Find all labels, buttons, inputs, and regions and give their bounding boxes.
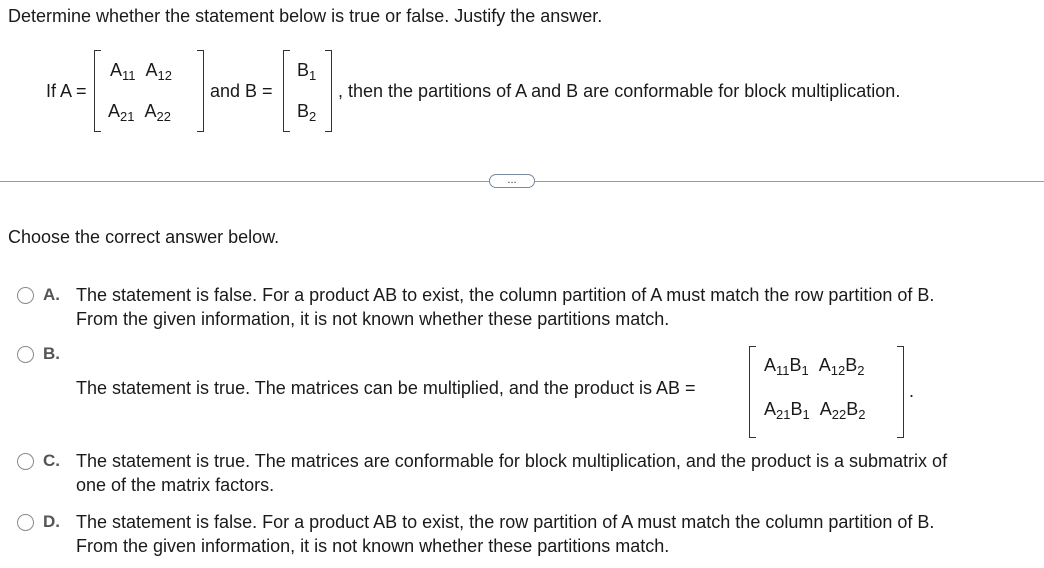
matrix-b-entry: $B_2$ [297, 101, 317, 124]
matrix-a-entry: $A_{11}$ $A_{12}$ [110, 60, 172, 83]
radio-option-d[interactable] [17, 514, 34, 531]
matrix-b-right-bracket [325, 50, 332, 132]
option-b-period: . [909, 381, 915, 401]
option-text-line: The statement is true. The matrices can be multiplied, and the product is AB = [76, 378, 696, 398]
radio-option-b[interactable] [17, 346, 34, 363]
radio-option-c[interactable] [17, 453, 34, 470]
option-text-line: The statement is false. For a product AB to exist, the row partition of A must match the column partition of B. [76, 512, 935, 532]
question-prompt: Determine whether the statement below is true or false. Justify the answer. [8, 6, 603, 26]
matrix-a-entry: $A_{21}$ $A_{22}$ [108, 101, 171, 124]
matrix-b-entry: $B_1$ [297, 60, 317, 83]
matrix-ab-left-bracket [749, 346, 756, 438]
if-a-label: If A = [46, 81, 87, 101]
statement-text: , then the partitions of A and B are conformable for block multiplication. [338, 81, 901, 101]
radio-option-a[interactable] [17, 287, 34, 304]
matrix-a-right-bracket [197, 50, 204, 132]
option-text-line: From the given information, it is not known whether these partitions match. [76, 536, 670, 556]
option-letter: C. [43, 451, 60, 470]
option-text-line: The statement is true. The matrices are conformable for block multiplication, and the product is a submatrix of [76, 451, 948, 471]
matrix-b-left-bracket [283, 50, 290, 132]
matrix-ab-entry: $A_{11}B_1$ $A_{12}B_2$ [764, 355, 865, 378]
matrix-ab-right-bracket [897, 346, 904, 438]
matrix-a-left-bracket [94, 50, 101, 132]
matrix-ab-entry: $A_{21}B_1$ $A_{22}B_2$ [764, 399, 866, 422]
option-text-line: The statement is false. For a product AB to exist, the column partition of A must match the row partition of B. [76, 285, 935, 305]
option-text-line: one of the matrix factors. [76, 475, 275, 495]
option-text-line: From the given information, it is not known whether these partitions match. [76, 309, 670, 329]
option-letter: A. [43, 285, 60, 304]
instruction-text: Choose the correct answer below. [8, 227, 280, 247]
option-letter: B. [43, 344, 60, 363]
more-button[interactable]: ... [489, 174, 535, 188]
and-b-label: and B = [210, 81, 273, 101]
option-letter: D. [43, 512, 60, 531]
